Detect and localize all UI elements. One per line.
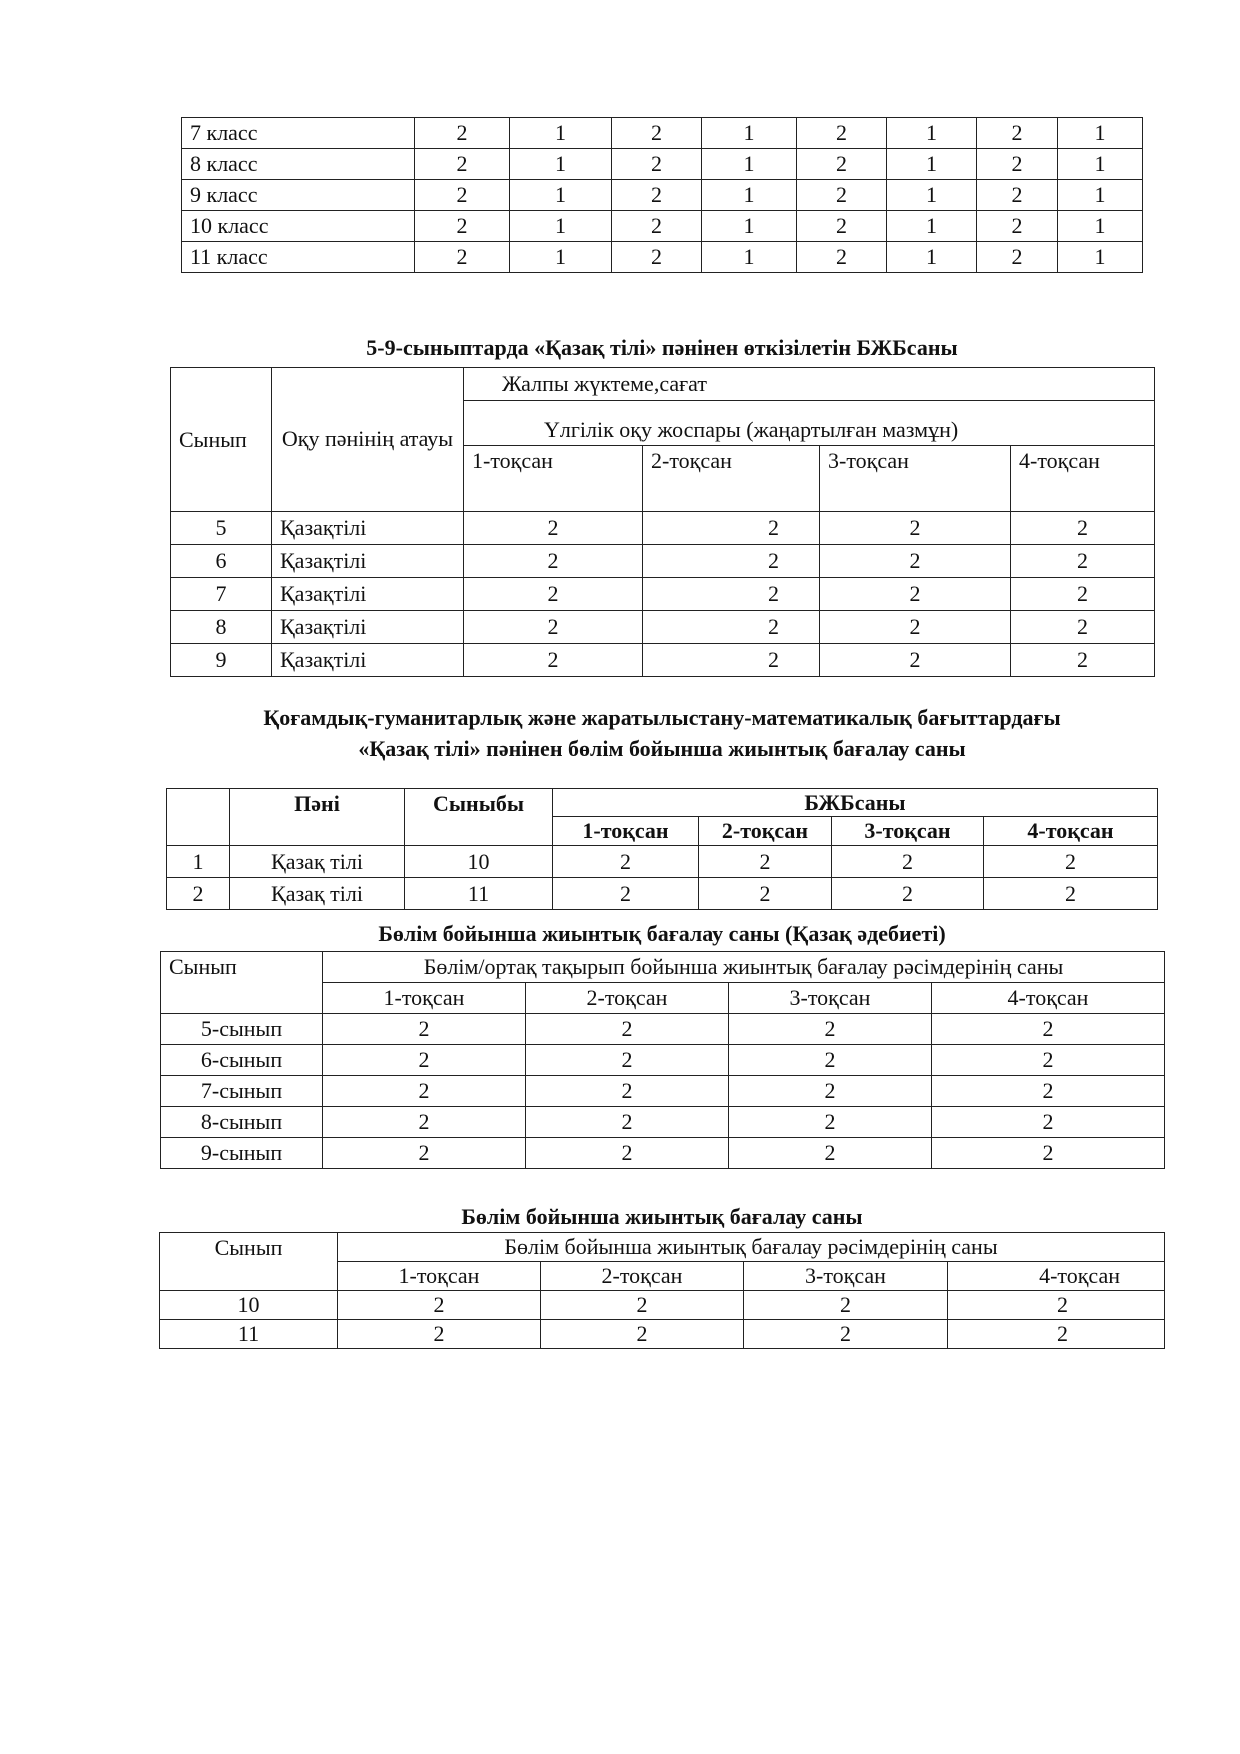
header-class: Сынып xyxy=(160,1233,338,1291)
quarter-header: 4-тоқсан xyxy=(1011,446,1155,512)
header-bjb-count: БЖБсаны xyxy=(553,789,1158,817)
cell-value: 2 xyxy=(797,118,887,149)
cell-value: 2 xyxy=(415,180,510,211)
cell-value: 2 xyxy=(464,611,643,644)
cell-value: 2 xyxy=(526,1045,729,1076)
cell-value: 2 xyxy=(415,242,510,273)
quarter-header: 3-тоқсан xyxy=(729,983,932,1014)
header-subject: Оқу пәнінің атауы xyxy=(272,368,464,512)
table-row xyxy=(160,1320,1165,1349)
cell-value: 2 xyxy=(553,878,699,910)
cell-value: 2 xyxy=(744,1291,948,1320)
header-number xyxy=(167,789,230,846)
header-grade: Сыныбы xyxy=(405,789,553,846)
cell-value: 1 xyxy=(1058,118,1143,149)
cell-value: 2 xyxy=(729,1045,932,1076)
cell-value: 1 xyxy=(887,118,977,149)
row-label: 9 класс xyxy=(182,180,415,211)
cell-value: 2 xyxy=(323,1107,526,1138)
cell-value: 2 xyxy=(464,545,643,578)
cell-value: 1 xyxy=(702,242,797,273)
table-row xyxy=(161,1138,1165,1169)
cell-value: 2 xyxy=(553,846,699,878)
cell-value: 2 xyxy=(612,211,702,242)
cell-value: 2 xyxy=(797,211,887,242)
header-subject: Пәні xyxy=(230,789,405,846)
table-row xyxy=(171,611,1155,644)
class-number: 7 xyxy=(171,578,272,611)
cell-value: 2 xyxy=(464,578,643,611)
class-number: 9 xyxy=(171,644,272,677)
cell-value: 1 xyxy=(1058,242,1143,273)
cell-value: 2 xyxy=(820,644,1011,677)
table-row xyxy=(161,1045,1165,1076)
quarter-header: 3-тоқсан xyxy=(820,446,1011,512)
cell-value: 2 xyxy=(932,1045,1165,1076)
table-row xyxy=(167,846,1158,878)
cell-value: 2 xyxy=(464,644,643,677)
subject-name: Қазақтілі xyxy=(272,611,464,644)
row-label: 8 класс xyxy=(182,149,415,180)
cell-value: 2 xyxy=(932,1076,1165,1107)
bjb-directions-table xyxy=(166,788,1158,910)
table-row xyxy=(160,1291,1165,1320)
cell-value: 1 xyxy=(887,149,977,180)
row-label: 11 класс xyxy=(182,242,415,273)
quarter-header: 2-тоқсан xyxy=(541,1262,744,1291)
header-plan: Үлгілік оқу жоспары (жаңартылған мазмұн) xyxy=(464,401,1155,446)
cell-value: 2 xyxy=(820,512,1011,545)
table-row xyxy=(161,1107,1165,1138)
section-title-directions-line1: Қоғамдық-гуманитарлық және жаратылыстану-математикалық бағыттардағы xyxy=(263,705,1061,730)
table-row xyxy=(161,1014,1165,1045)
cell-value: 2 xyxy=(977,118,1058,149)
cell-value: 2 xyxy=(643,545,820,578)
cell-value: 2 xyxy=(643,578,820,611)
cell-value: 2 xyxy=(415,211,510,242)
cell-value: 1 xyxy=(702,118,797,149)
cell-value: 2 xyxy=(977,180,1058,211)
cell-value: 2 xyxy=(1011,611,1155,644)
cell-value: 2 xyxy=(977,242,1058,273)
class-name: 6-сынып xyxy=(161,1045,323,1076)
cell-value: 2 xyxy=(797,149,887,180)
quarter-header: 1-тоқсан xyxy=(323,983,526,1014)
cell-value: 1 xyxy=(510,211,612,242)
cell-value: 2 xyxy=(526,1014,729,1045)
table-row xyxy=(161,1076,1165,1107)
quarter-header: 1-тоқсан xyxy=(553,817,699,846)
cell-value: 1 xyxy=(510,180,612,211)
cell-value: 1 xyxy=(887,211,977,242)
class-name: 10 xyxy=(160,1291,338,1320)
table-row xyxy=(182,180,1143,211)
cell-value: 2 xyxy=(932,1107,1165,1138)
quarter-header: 4-тоқсан xyxy=(984,817,1158,846)
class-name: 11 xyxy=(160,1320,338,1349)
quarter-header: 4-тоқсан xyxy=(948,1262,1165,1291)
class-name: 7-сынып xyxy=(161,1076,323,1107)
quarter-header: 1-тоқсан xyxy=(464,446,643,512)
cell-value: 1 xyxy=(1058,211,1143,242)
cell-value: 2 xyxy=(612,118,702,149)
cell-value: 2 xyxy=(612,149,702,180)
cell-value: 2 xyxy=(699,846,832,878)
cell-value: 2 xyxy=(729,1076,932,1107)
cell-value: 2 xyxy=(323,1045,526,1076)
quarter-header: 1-тоқсан xyxy=(338,1262,541,1291)
grade: 11 xyxy=(405,878,553,910)
class-number: 5 xyxy=(171,512,272,545)
table-row xyxy=(167,878,1158,910)
cell-value: 2 xyxy=(932,1014,1165,1045)
cell-value: 2 xyxy=(643,644,820,677)
cell-value: 2 xyxy=(977,211,1058,242)
section-title-directions-line2: «Қазақ тілі» пәнінен бөлім бойынша жиынтық бағалау саны xyxy=(358,736,966,761)
cell-value: 2 xyxy=(1011,545,1155,578)
subject-name: Қазақтілі xyxy=(272,512,464,545)
cell-value: 2 xyxy=(338,1320,541,1349)
assessment-10-11-table xyxy=(159,1232,1165,1349)
section-title-assessment: Бөлім бойынша жиынтық бағалау саны xyxy=(461,1204,863,1229)
cell-value: 2 xyxy=(612,242,702,273)
table-row xyxy=(182,242,1143,273)
cell-value: 2 xyxy=(415,149,510,180)
cell-value: 2 xyxy=(820,578,1011,611)
table-row xyxy=(171,545,1155,578)
table-row xyxy=(182,118,1143,149)
cell-value: 2 xyxy=(323,1138,526,1169)
class-number: 8 xyxy=(171,611,272,644)
cell-value: 2 xyxy=(984,878,1158,910)
row-label: 10 класс xyxy=(182,211,415,242)
cell-value: 1 xyxy=(887,180,977,211)
header-procedures: Бөлім/ортақ тақырып бойынша жиынтық бағалау рәсімдерінің саны xyxy=(323,952,1165,983)
header-class: Сынып xyxy=(171,368,272,512)
table-row xyxy=(182,149,1143,180)
cell-value: 2 xyxy=(832,878,984,910)
header-procedures: Бөлім бойынша жиынтық бағалау рәсімдерінің саны xyxy=(338,1233,1165,1262)
table-row xyxy=(171,644,1155,677)
cell-value: 2 xyxy=(820,611,1011,644)
grade-hours-table xyxy=(181,117,1143,273)
cell-value: 2 xyxy=(948,1291,1165,1320)
quarter-header: 3-тоқсан xyxy=(832,817,984,846)
cell-value: 2 xyxy=(1011,644,1155,677)
grade: 10 xyxy=(405,846,553,878)
cell-value: 2 xyxy=(1011,512,1155,545)
quarter-header: 2-тоқсан xyxy=(699,817,832,846)
cell-value: 1 xyxy=(1058,180,1143,211)
cell-value: 1 xyxy=(702,211,797,242)
cell-value: 2 xyxy=(612,180,702,211)
quarter-header: 3-тоқсан xyxy=(744,1262,948,1291)
section-title-literature: Бөлім бойынша жиынтық бағалау саны (Қазақ әдебиеті) xyxy=(378,921,946,946)
cell-value: 2 xyxy=(526,1138,729,1169)
table-row xyxy=(171,578,1155,611)
cell-value: 2 xyxy=(948,1320,1165,1349)
cell-value: 1 xyxy=(702,180,797,211)
cell-value: 2 xyxy=(797,242,887,273)
row-label: 7 класс xyxy=(182,118,415,149)
cell-value: 2 xyxy=(643,611,820,644)
quarter-header: 4-тоқсан xyxy=(932,983,1165,1014)
subject-name: Қазақ тілі xyxy=(230,878,405,910)
subject-name: Қазақ тілі xyxy=(230,846,405,878)
cell-value: 2 xyxy=(1011,578,1155,611)
cell-value: 1 xyxy=(887,242,977,273)
cell-value: 2 xyxy=(699,878,832,910)
cell-value: 2 xyxy=(323,1014,526,1045)
section-title-bjb-5-9: 5-9-сыныптарда «Қазақ тілі» пәнінен өткізілетін БЖБсаны xyxy=(366,335,958,360)
cell-value: 2 xyxy=(338,1291,541,1320)
quarter-header: 2-тоқсан xyxy=(526,983,729,1014)
cell-value: 2 xyxy=(984,846,1158,878)
cell-value: 2 xyxy=(323,1076,526,1107)
literature-assessment-table xyxy=(160,951,1165,1169)
row-number: 2 xyxy=(167,878,230,910)
table-row xyxy=(182,211,1143,242)
cell-value: 2 xyxy=(541,1291,744,1320)
cell-value: 2 xyxy=(729,1138,932,1169)
cell-value: 2 xyxy=(643,512,820,545)
cell-value: 2 xyxy=(820,545,1011,578)
header-class: Сынып xyxy=(161,952,323,1014)
cell-value: 2 xyxy=(729,1014,932,1045)
cell-value: 2 xyxy=(415,118,510,149)
cell-value: 1 xyxy=(510,118,612,149)
subject-name: Қазақтілі xyxy=(272,644,464,677)
quarter-header: 2-тоқсан xyxy=(643,446,820,512)
row-number: 1 xyxy=(167,846,230,878)
cell-value: 2 xyxy=(832,846,984,878)
cell-value: 1 xyxy=(702,149,797,180)
cell-value: 1 xyxy=(1058,149,1143,180)
class-name: 9-сынып xyxy=(161,1138,323,1169)
bjb-5-9-table xyxy=(170,367,1155,677)
cell-value: 2 xyxy=(932,1138,1165,1169)
cell-value: 2 xyxy=(797,180,887,211)
cell-value: 2 xyxy=(729,1107,932,1138)
cell-value: 2 xyxy=(977,149,1058,180)
subject-name: Қазақтілі xyxy=(272,578,464,611)
class-name: 5-сынып xyxy=(161,1014,323,1045)
cell-value: 2 xyxy=(744,1320,948,1349)
header-total-load: Жалпы жүктеме,сағат xyxy=(464,368,1155,401)
cell-value: 1 xyxy=(510,242,612,273)
cell-value: 2 xyxy=(541,1320,744,1349)
cell-value: 1 xyxy=(510,149,612,180)
class-number: 6 xyxy=(171,545,272,578)
cell-value: 2 xyxy=(526,1107,729,1138)
cell-value: 2 xyxy=(464,512,643,545)
cell-value: 2 xyxy=(526,1076,729,1107)
subject-name: Қазақтілі xyxy=(272,545,464,578)
class-name: 8-сынып xyxy=(161,1107,323,1138)
table-row xyxy=(171,512,1155,545)
